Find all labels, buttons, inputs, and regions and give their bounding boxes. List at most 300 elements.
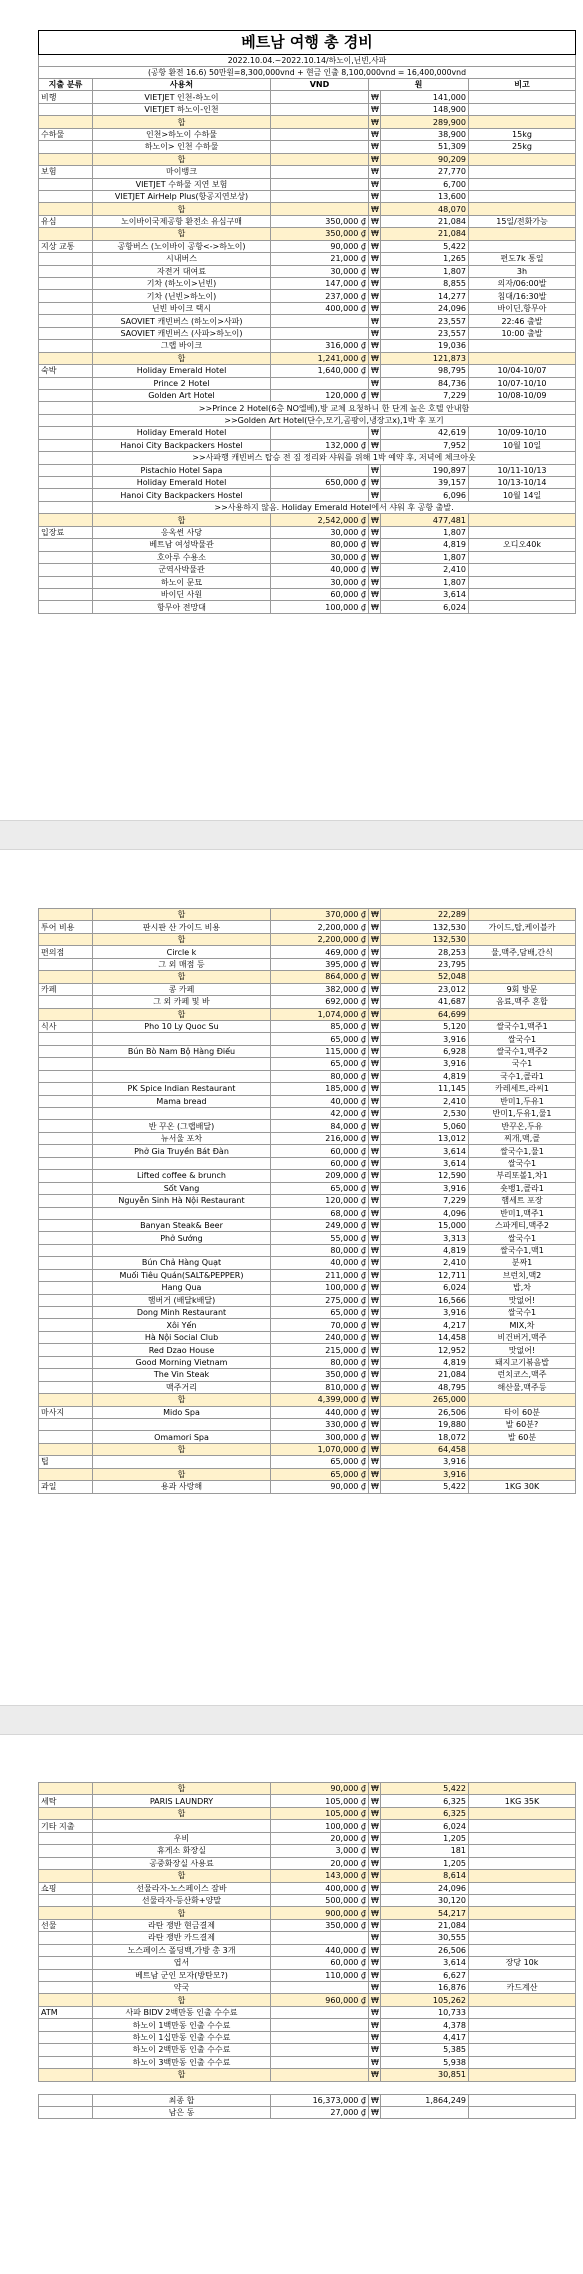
vnd-cell xyxy=(271,327,369,339)
vnd-cell: 20,000 ₫ xyxy=(271,1857,369,1869)
won-sign-cell: ₩ xyxy=(369,302,381,314)
place-cell: 뉴서울 포차 xyxy=(93,1132,271,1144)
place-cell: 하노이 2백만동 인출 수수료 xyxy=(93,2044,271,2056)
table-row xyxy=(39,1058,576,1070)
vnd-cell xyxy=(271,464,369,476)
note-cell: 편도7k 통일 xyxy=(469,253,576,265)
table-row xyxy=(39,141,576,153)
place-cell: 기차 (닌빈>하노이) xyxy=(93,290,271,302)
vnd-cell: 185,000 ₫ xyxy=(271,1083,369,1095)
won-sign-cell: ₩ xyxy=(369,1319,381,1331)
place-cell: Red Dzao House xyxy=(93,1344,271,1356)
won-sign-cell: ₩ xyxy=(369,996,381,1008)
won-sign-cell: ₩ xyxy=(369,1783,381,1795)
place-cell xyxy=(93,1456,271,1468)
won-cell: 5,422 xyxy=(381,1783,469,1795)
category-cell xyxy=(39,1369,93,1381)
category-cell xyxy=(39,2056,93,2068)
table-row xyxy=(39,1344,576,1356)
place-cell: Holiday Emerald Hotel xyxy=(93,427,271,439)
vnd-cell: 80,000 ₫ xyxy=(271,1070,369,1082)
won-sign-cell: ₩ xyxy=(369,278,381,290)
category-cell xyxy=(39,427,93,439)
category-cell xyxy=(39,958,93,970)
place-cell: Sốt Vang xyxy=(93,1182,271,1194)
won-cell: 98,795 xyxy=(381,365,469,377)
won-cell: 1,807 xyxy=(381,551,469,563)
vnd-cell: 350,000 ₫ xyxy=(271,228,369,240)
table-row xyxy=(39,1845,576,1857)
header-place: 사용처 xyxy=(93,79,271,91)
vnd-cell: 120,000 ₫ xyxy=(271,389,369,401)
won-cell: 3,614 xyxy=(381,1957,469,1969)
table-row xyxy=(39,1008,576,1020)
won-sign-cell: ₩ xyxy=(369,203,381,215)
won-cell: 6,627 xyxy=(381,1969,469,1981)
note-cell xyxy=(469,2069,576,2081)
category-cell xyxy=(39,477,93,489)
vnd-cell xyxy=(271,2044,369,2056)
note-cell: 바이딘,항무아 xyxy=(469,302,576,314)
won-sign-cell: ₩ xyxy=(369,1045,381,1057)
table-row xyxy=(39,1969,576,1981)
note-cell xyxy=(469,1832,576,1844)
category-cell xyxy=(39,1132,93,1144)
won-cell: 24,096 xyxy=(381,302,469,314)
won-sign-cell: ₩ xyxy=(369,1020,381,1032)
won-sign-cell: ₩ xyxy=(369,1481,381,1493)
won-sign-cell: ₩ xyxy=(369,2056,381,2068)
table-row xyxy=(39,1807,576,1819)
won-cell: 4,378 xyxy=(381,2019,469,2031)
won-cell: 132,530 xyxy=(381,921,469,933)
category-cell xyxy=(39,141,93,153)
place-cell: 맥주거리 xyxy=(93,1381,271,1393)
won-cell: 23,795 xyxy=(381,958,469,970)
trip-period: 2022.10.04.~2022.10.14/하노이,닌빈,사파 xyxy=(39,55,576,67)
note-cell xyxy=(469,2019,576,2031)
table-row xyxy=(39,91,576,103)
place-cell: 합 xyxy=(93,228,271,240)
note-cell xyxy=(469,240,576,252)
won-cell: 23,557 xyxy=(381,327,469,339)
note-cell xyxy=(469,933,576,945)
won-sign-cell: ₩ xyxy=(369,1145,381,1157)
note-cell: 10월 10일 xyxy=(469,439,576,451)
note-cell xyxy=(469,526,576,538)
place-cell: 그 외 카페 및 바 xyxy=(93,996,271,1008)
table-row xyxy=(39,514,576,526)
note-cell xyxy=(469,551,576,563)
header-krw: 원 xyxy=(369,79,469,91)
won-sign-cell: ₩ xyxy=(369,1307,381,1319)
won-cell: 21,084 xyxy=(381,1919,469,1931)
won-cell: 6,024 xyxy=(381,1820,469,1832)
note-cell xyxy=(469,1394,576,1406)
won-sign-cell: ₩ xyxy=(369,1832,381,1844)
note-cell: 맛없어! xyxy=(469,1344,576,1356)
note-cell: 분짜1 xyxy=(469,1257,576,1269)
vnd-cell: 275,000 ₫ xyxy=(271,1294,369,1306)
category-cell xyxy=(39,1008,93,1020)
vnd-cell: 395,000 ₫ xyxy=(271,958,369,970)
category-cell xyxy=(39,253,93,265)
won-cell: 23,557 xyxy=(381,315,469,327)
won-sign-cell: ₩ xyxy=(369,1282,381,1294)
won-sign-cell: ₩ xyxy=(369,1157,381,1169)
vnd-cell xyxy=(271,2069,369,2081)
won-sign-cell: ₩ xyxy=(369,1182,381,1194)
table-row xyxy=(39,128,576,140)
category-cell xyxy=(39,1418,93,1430)
won-cell: 3,916 xyxy=(381,1182,469,1194)
table-row xyxy=(39,526,576,538)
vnd-cell: 30,000 ₫ xyxy=(271,551,369,563)
vnd-cell xyxy=(271,166,369,178)
table-row xyxy=(39,1857,576,1869)
won-cell: 132,530 xyxy=(381,933,469,945)
table-row xyxy=(39,1481,576,1493)
place-cell: Mido Spa xyxy=(93,1406,271,1418)
table-row xyxy=(39,452,576,464)
table-row xyxy=(39,340,576,352)
won-sign-cell: ₩ xyxy=(369,1331,381,1343)
won-sign-cell: ₩ xyxy=(369,1932,381,1944)
won-sign-cell: ₩ xyxy=(369,1207,381,1219)
category-cell xyxy=(39,153,93,165)
table-row xyxy=(39,1319,576,1331)
category-cell xyxy=(39,1219,93,1231)
table-row xyxy=(39,1095,576,1107)
won-cell: 28,253 xyxy=(381,946,469,958)
won-sign-cell: ₩ xyxy=(369,1257,381,1269)
note-cell: 반미1,맥주1 xyxy=(469,1207,576,1219)
table-row xyxy=(39,1182,576,1194)
vnd-cell: 105,000 ₫ xyxy=(271,1795,369,1807)
category-cell xyxy=(39,452,93,464)
won-cell: 289,900 xyxy=(381,116,469,128)
note-cell: 반미1,두유1,물1 xyxy=(469,1108,576,1120)
table-row xyxy=(39,1257,576,1269)
place-cell: 공항버스 (노이바이 공항<->하노이) xyxy=(93,240,271,252)
category-cell xyxy=(39,1294,93,1306)
note-cell: 비건버거,맥주 xyxy=(469,1331,576,1343)
vnd-cell: 68,000 ₫ xyxy=(271,1207,369,1219)
note-cell: 해산물,맥주등 xyxy=(469,1381,576,1393)
note-cell: 타이 60분 xyxy=(469,1406,576,1418)
won-cell: 3,313 xyxy=(381,1232,469,1244)
note-cell xyxy=(469,2106,576,2118)
table-row xyxy=(39,1932,576,1944)
note-cell: 돼지고기볶음밥 xyxy=(469,1356,576,1368)
note-cell xyxy=(469,1820,576,1832)
won-sign-cell: ₩ xyxy=(369,265,381,277)
table-row xyxy=(39,2094,576,2106)
place-cell: 군역사박물관 xyxy=(93,564,271,576)
vnd-cell: 1,074,000 ₫ xyxy=(271,1008,369,1020)
vnd-cell: 400,000 ₫ xyxy=(271,302,369,314)
vnd-cell: 440,000 ₫ xyxy=(271,1406,369,1418)
note-cell: 10/07-10/10 xyxy=(469,377,576,389)
note-cell xyxy=(469,203,576,215)
won-cell: 22,289 xyxy=(381,909,469,921)
won-sign-cell: ₩ xyxy=(369,1443,381,1455)
won-sign-cell: ₩ xyxy=(369,1170,381,1182)
category-cell xyxy=(39,315,93,327)
vnd-cell: 810,000 ₫ xyxy=(271,1381,369,1393)
won-cell: 3,614 xyxy=(381,1157,469,1169)
category-cell xyxy=(39,1207,93,1219)
won-sign-cell: ₩ xyxy=(369,909,381,921)
vnd-cell: 469,000 ₫ xyxy=(271,946,369,958)
note-cell xyxy=(469,588,576,600)
category-cell: 과일 xyxy=(39,1481,93,1493)
place-cell: 하노이 1백만동 인출 수수료 xyxy=(93,2019,271,2031)
table-row xyxy=(39,1369,576,1381)
table-row xyxy=(39,996,576,1008)
table-row xyxy=(39,946,576,958)
place-cell: 반 꾸온 (그랩배달) xyxy=(93,1120,271,1132)
table-row xyxy=(39,1443,576,1455)
place-cell: 합 xyxy=(93,116,271,128)
table-row xyxy=(39,2056,576,2068)
category-cell xyxy=(39,551,93,563)
note-cell xyxy=(469,1807,576,1819)
place-cell xyxy=(93,1207,271,1219)
table-row xyxy=(39,103,576,115)
note-cell: >>Prince 2 Hotel(6층 NO엘베),방 교체 요청하니 한 단계 높은 호텔 안내함 xyxy=(93,402,576,414)
table-row xyxy=(39,2019,576,2031)
category-cell: 입장료 xyxy=(39,526,93,538)
table-row xyxy=(39,576,576,588)
won-cell: 181 xyxy=(381,1845,469,1857)
place-cell xyxy=(93,1033,271,1045)
place-cell: 그랩 바이크 xyxy=(93,340,271,352)
note-cell: 브런치,맥2 xyxy=(469,1269,576,1281)
won-sign-cell: ₩ xyxy=(369,601,381,613)
table-row xyxy=(39,1145,576,1157)
expense-table-1 xyxy=(38,30,576,614)
place-cell: 라탄 쟁반 카드결제 xyxy=(93,1932,271,1944)
won-cell: 3,614 xyxy=(381,1145,469,1157)
table-row xyxy=(39,2044,576,2056)
place-cell: 라탄 쟁반 현금결제 xyxy=(93,1919,271,1931)
vnd-cell: 90,000 ₫ xyxy=(271,1783,369,1795)
category-cell xyxy=(39,1845,93,1857)
note-cell: 카드계산 xyxy=(469,1982,576,1994)
note-cell xyxy=(469,2031,576,2043)
place-cell: 베트남 여성박물관 xyxy=(93,539,271,551)
category-cell xyxy=(39,414,93,426)
won-cell: 16,876 xyxy=(381,1982,469,1994)
note-cell xyxy=(469,228,576,240)
category-cell xyxy=(39,1807,93,1819)
won-cell: 90,209 xyxy=(381,153,469,165)
won-cell: 30,120 xyxy=(381,1894,469,1906)
won-sign-cell: ₩ xyxy=(369,377,381,389)
category-cell xyxy=(39,1282,93,1294)
category-cell: 식사 xyxy=(39,1020,93,1032)
won-sign-cell: ₩ xyxy=(369,1857,381,1869)
won-cell: 5,060 xyxy=(381,1120,469,1132)
place-cell: Xôi Yến xyxy=(93,1319,271,1331)
won-cell: 30,555 xyxy=(381,1932,469,1944)
note-cell: 반꾸온,두유 xyxy=(469,1120,576,1132)
won-cell: 7,229 xyxy=(381,389,469,401)
won-cell: 84,736 xyxy=(381,377,469,389)
category-cell: ATM xyxy=(39,2006,93,2018)
won-cell: 4,096 xyxy=(381,1207,469,1219)
vnd-cell: 100,000 ₫ xyxy=(271,1282,369,1294)
won-cell: 3,614 xyxy=(381,588,469,600)
category-cell xyxy=(39,501,93,513)
place-cell: 하노이> 인천 수하물 xyxy=(93,141,271,153)
note-cell: 스파게티,맥주2 xyxy=(469,1219,576,1231)
place-cell: Hà Nội Social Club xyxy=(93,1331,271,1343)
note-cell: 밥,차 xyxy=(469,1282,576,1294)
won-sign-cell: ₩ xyxy=(369,1132,381,1144)
place-cell: 공중화장실 사용료 xyxy=(93,1857,271,1869)
note-cell xyxy=(469,2044,576,2056)
won-sign-cell: ₩ xyxy=(369,1894,381,1906)
won-cell: 1,807 xyxy=(381,576,469,588)
vnd-cell: 249,000 ₫ xyxy=(271,1219,369,1231)
table-row xyxy=(39,501,576,513)
table-row xyxy=(39,327,576,339)
category-cell xyxy=(39,2031,93,2043)
won-sign-cell: ₩ xyxy=(369,1083,381,1095)
category-cell xyxy=(39,327,93,339)
table-row xyxy=(39,1157,576,1169)
won-cell: 4,819 xyxy=(381,1356,469,1368)
category-cell xyxy=(39,576,93,588)
won-cell: 148,900 xyxy=(381,103,469,115)
won-sign-cell: ₩ xyxy=(369,1356,381,1368)
vnd-cell: 500,000 ₫ xyxy=(271,1894,369,1906)
table-row xyxy=(39,477,576,489)
note-cell xyxy=(469,1008,576,1020)
vnd-cell: 30,000 ₫ xyxy=(271,265,369,277)
category-cell xyxy=(39,464,93,476)
note-cell: 쌀국수1,맥1 xyxy=(469,1244,576,1256)
vnd-cell xyxy=(271,203,369,215)
vnd-cell: 90,000 ₫ xyxy=(271,1481,369,1493)
page-title: 베트남 여행 총 경비 xyxy=(39,31,576,55)
table-row xyxy=(39,1957,576,1969)
won-sign-cell: ₩ xyxy=(369,365,381,377)
category-cell xyxy=(39,1832,93,1844)
note-cell: 10/13-10/14 xyxy=(469,477,576,489)
place-cell xyxy=(93,1418,271,1430)
table-row xyxy=(39,116,576,128)
won-cell: 8,614 xyxy=(381,1870,469,1882)
table-row xyxy=(39,1406,576,1418)
won-cell: 6,024 xyxy=(381,601,469,613)
place-cell: 베트남 군인 모자(방탄모?) xyxy=(93,1969,271,1981)
won-cell: 42,619 xyxy=(381,427,469,439)
category-cell xyxy=(39,1170,93,1182)
category-cell xyxy=(39,2044,93,2056)
category-cell xyxy=(39,1356,93,1368)
place-cell xyxy=(93,1070,271,1082)
won-cell: 12,711 xyxy=(381,1269,469,1281)
note-cell: 22:46 출발 xyxy=(469,315,576,327)
won-cell: 1,864,249 xyxy=(381,2094,469,2106)
won-sign-cell: ₩ xyxy=(369,190,381,202)
category-cell xyxy=(39,1108,93,1120)
category-cell: 숙박 xyxy=(39,365,93,377)
won-sign-cell: ₩ xyxy=(369,1244,381,1256)
table-row xyxy=(39,439,576,451)
table-row xyxy=(39,1132,576,1144)
place-cell: Omamori Spa xyxy=(93,1431,271,1443)
vnd-cell: 60,000 ₫ xyxy=(271,1957,369,1969)
table-row xyxy=(39,253,576,265)
won-cell: 13,600 xyxy=(381,190,469,202)
place-cell: 합 xyxy=(93,1394,271,1406)
vnd-cell: 216,000 ₫ xyxy=(271,1132,369,1144)
note-cell: 음료,맥주 혼합 xyxy=(469,996,576,1008)
won-cell: 52,048 xyxy=(381,971,469,983)
category-cell xyxy=(39,1033,93,1045)
won-cell: 3,916 xyxy=(381,1058,469,1070)
place-cell: 호아루 수용소 xyxy=(93,551,271,563)
place-cell: 합 xyxy=(93,1008,271,1020)
note-cell: 발 60분 xyxy=(469,1431,576,1443)
table-row xyxy=(39,1982,576,1994)
table-row xyxy=(39,1356,576,1368)
won-cell: 3,916 xyxy=(381,1033,469,1045)
place-cell: PK Spice Indian Restaurant xyxy=(93,1083,271,1095)
vnd-cell: 27,000 ₫ xyxy=(271,2106,369,2118)
won-sign-cell: ₩ xyxy=(369,1994,381,2006)
category-cell xyxy=(39,1195,93,1207)
vnd-cell xyxy=(271,377,369,389)
won-sign-cell: ₩ xyxy=(369,290,381,302)
vnd-cell: 16,373,000 ₫ xyxy=(271,2094,369,2106)
won-sign-cell: ₩ xyxy=(369,1807,381,1819)
table-header xyxy=(39,79,576,91)
table-row xyxy=(39,1882,576,1894)
place-cell: Nguyễn Sinh Hà Nội Restaurant xyxy=(93,1195,271,1207)
vnd-cell: 1,640,000 ₫ xyxy=(271,365,369,377)
vnd-cell xyxy=(271,2006,369,2018)
note-cell: 부리또볼1,차1 xyxy=(469,1170,576,1182)
place-cell: Hanoi City Backpackers Hostel xyxy=(93,489,271,501)
won-sign-cell: ₩ xyxy=(369,153,381,165)
category-cell xyxy=(39,203,93,215)
won-sign-cell: ₩ xyxy=(369,1394,381,1406)
vnd-cell xyxy=(271,178,369,190)
vnd-cell: 80,000 ₫ xyxy=(271,539,369,551)
note-cell xyxy=(469,1894,576,1906)
won-cell: 6,928 xyxy=(381,1045,469,1057)
category-cell: 팁 xyxy=(39,1456,93,1468)
table-row xyxy=(39,1195,576,1207)
won-sign-cell: ₩ xyxy=(369,576,381,588)
won-cell: 16,566 xyxy=(381,1294,469,1306)
table-row xyxy=(39,1120,576,1132)
category-cell: 편의점 xyxy=(39,946,93,958)
place-cell xyxy=(93,1244,271,1256)
category-cell xyxy=(39,1994,93,2006)
place-cell: 노스페이스 폴딩백,가방 총 3개 xyxy=(93,1944,271,1956)
won-cell: 21,084 xyxy=(381,228,469,240)
table-row xyxy=(39,389,576,401)
vnd-cell: 143,000 ₫ xyxy=(271,1870,369,1882)
note-cell xyxy=(469,153,576,165)
expense-table-2 xyxy=(38,908,576,1494)
